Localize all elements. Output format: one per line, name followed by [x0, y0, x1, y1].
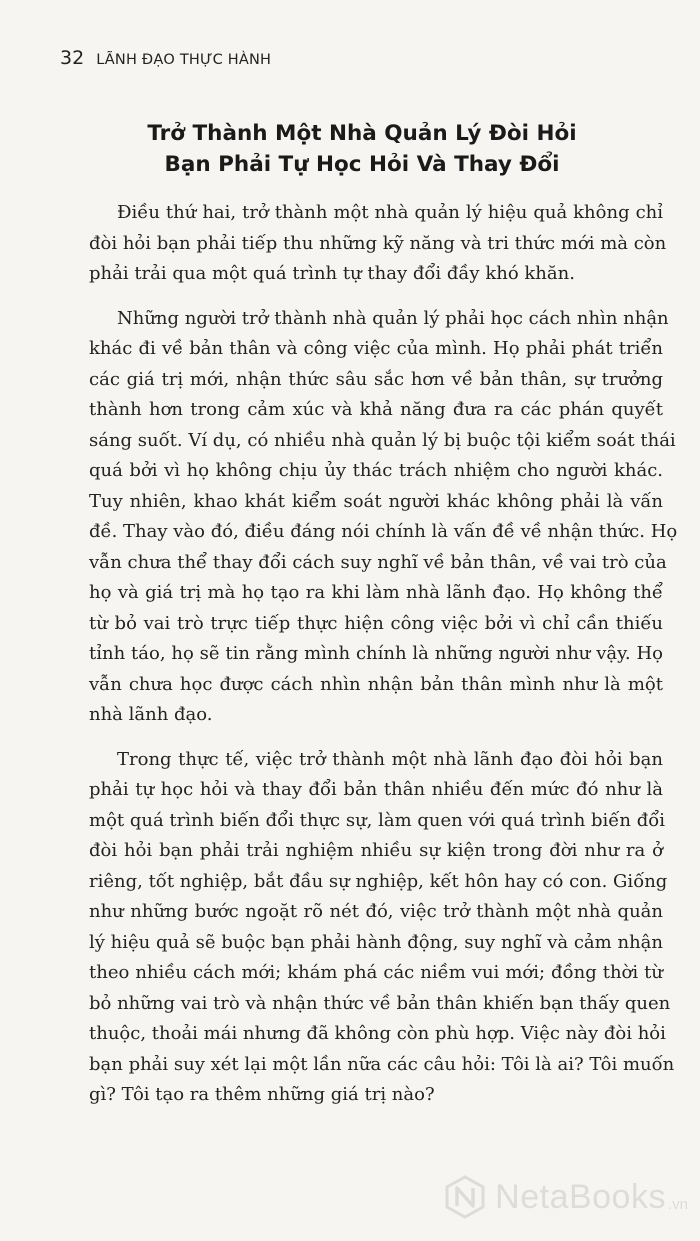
text-line: Điều thứ hai, trở thành một nhà quản lý hiệu quả không chỉ — [117, 202, 663, 223]
text-line: họ và giá trị mà họ tạo ra khi làm nhà lãnh đạo. Họ không thể — [89, 582, 663, 603]
paragraph-3 — [89, 745, 675, 1111]
running-title: LÃNH ĐẠO THỰC HÀNH — [96, 52, 272, 68]
text-line: tỉnh táo, họ sẽ tin rằng mình chính là những người như vậy. Họ — [89, 643, 663, 664]
text-line: thuộc, thoải mái nhưng đã không còn phù hợp. Việc này đòi hỏi — [89, 1023, 666, 1044]
text-line: Trong thực tế, việc trở thành một nhà lãnh đạo đòi hỏi bạn — [117, 748, 663, 770]
text-line: vẫn chưa thể thay đổi cách suy nghĩ về bản thân, về vai trò của — [89, 551, 667, 573]
text-line: Tuy nhiên, khao khát kiểm soát người khác không phải là vấn — [89, 490, 663, 512]
text-line: theo nhiều cách mới; khám phá các niềm vui mới; đồng thời từ — [89, 962, 663, 983]
running-header — [60, 47, 271, 69]
text-line: đòi hỏi bạn phải trải nghiệm nhiều sự kiện trong đời như ra ở — [89, 840, 663, 861]
text-line: phải tự học hỏi và thay đổi bản thân nhiều đến mức đó như là — [89, 779, 663, 800]
text-line: khác đi về bản thân và công việc của mình. Họ phải phát triển — [89, 338, 663, 359]
text-line: bạn phải suy xét lại một lần nữa các câu hỏi: Tôi là ai? Tôi muốn — [89, 1053, 675, 1075]
text-line: quá bởi vì họ không chịu ủy thác trách nhiệm cho người khác. — [89, 460, 663, 481]
text-line: một quá trình biến đổi thực sự, làm quen với quá trình biến đổi — [89, 809, 665, 831]
watermark-suffix: .vn — [667, 1196, 688, 1213]
text-line: vẫn chưa học được cách nhìn nhận bản thân mình như là một — [89, 673, 663, 695]
section-heading-line-1: Trở Thành Một Nhà Quản Lý Đòi Hỏi — [147, 121, 577, 146]
text-line: Những người trở thành nhà quản lý phải học cách nhìn nhận — [117, 307, 669, 329]
section-heading-line-2: Bạn Phải Tự Học Hỏi Và Thay Đổi — [164, 152, 560, 177]
paragraph-1 — [89, 198, 667, 290]
body-text — [89, 198, 678, 1125]
section-heading — [62, 118, 662, 180]
text-line: thành hơn trong cảm xúc và khả năng đưa ra các phán quyết — [89, 399, 663, 420]
text-line: đề. Thay vào đó, điều đáng nói chính là vấn đề về nhận thức. Họ — [89, 521, 678, 542]
text-line: các giá trị mới, nhận thức sâu sắc hơn về bản thân, sự trưởng — [89, 368, 663, 390]
watermark-text: NetaBooks — [495, 1177, 666, 1216]
text-line: như những bước ngoặt rõ nét đó, việc trở thành một nhà quản — [89, 901, 663, 922]
text-line: phải trải qua một quá trình tự thay đổi đầy khó khăn. — [89, 263, 575, 284]
text-line: sáng suốt. Ví dụ, có nhiều nhà quản lý bị buộc tội kiểm soát thái — [89, 429, 676, 451]
text-line: lý hiệu quả sẽ buộc bạn phải hành động, suy nghĩ và cảm nhận — [89, 931, 663, 953]
text-line: bỏ những vai trò và nhận thức về bản thân khiến bạn thấy quen — [89, 992, 671, 1014]
text-line: nhà lãnh đạo. — [89, 704, 213, 725]
page-number: 32 — [60, 47, 85, 69]
text-line: từ bỏ vai trò trực tiếp thực hiện công việc bởi vì chỉ cần thiếu — [89, 612, 663, 634]
text-line: riêng, tốt nghiệp, bắt đầu sự nghiệp, kết hôn hay có con. Giống — [89, 870, 668, 892]
paragraph-2 — [89, 304, 678, 731]
netabooks-logo-icon — [443, 1175, 487, 1219]
text-line: đòi hỏi bạn phải tiếp thu những kỹ năng và tri thức mới mà còn — [89, 232, 667, 254]
watermark — [443, 1175, 688, 1219]
text-line: gì? Tôi tạo ra thêm những giá trị nào? — [89, 1084, 435, 1105]
